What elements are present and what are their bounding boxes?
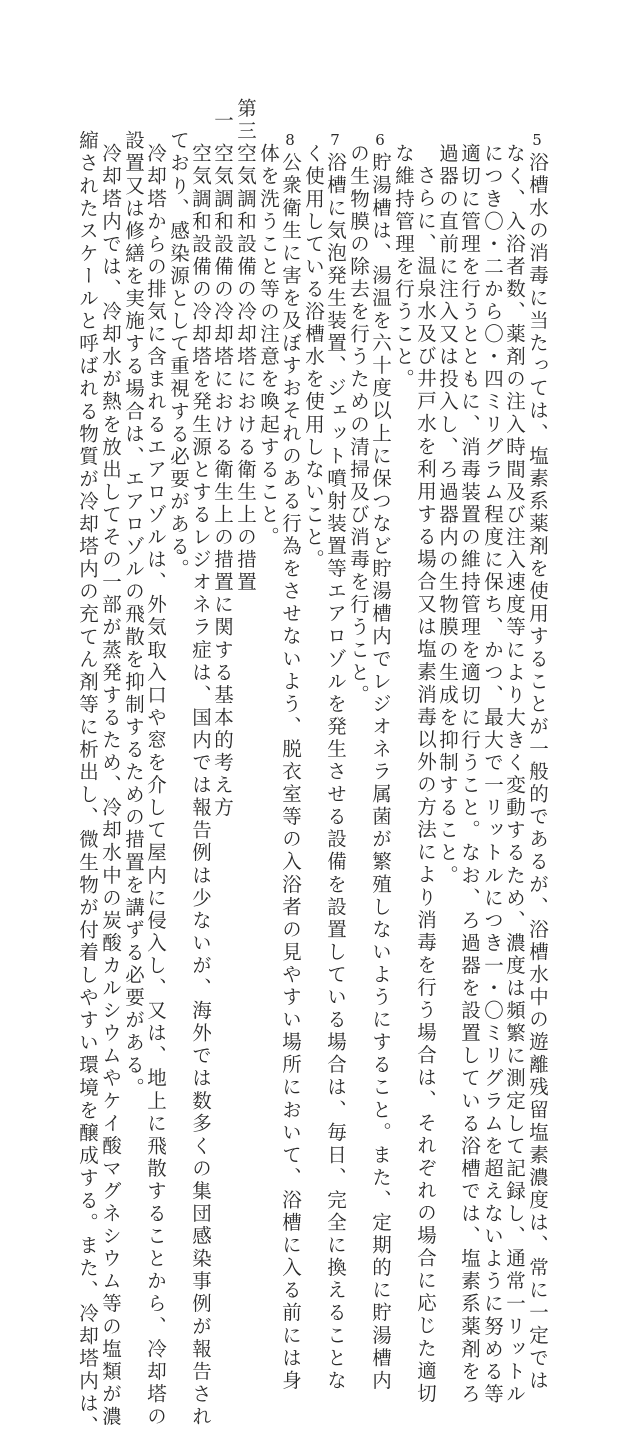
subsection-title: 空気調和設備の冷却塔における衛生上の措置に関する基本的考え方 <box>211 143 234 820</box>
paragraph-line: 過器の直前に注入又は投入し、ろ過器内の生物膜の生成を抑制すること。 <box>436 143 459 888</box>
paragraph-line: なく、入浴者数、薬剤の注入時間及び注入速度等により大きく変動するため、濃度は頻繁に測定して記録し、通常一リットル <box>503 143 526 1406</box>
paragraph-line: く使用している浴槽水を使用しないこと。 <box>302 143 325 572</box>
paragraph-line: 冷却塔からの排気に含まれるエアロゾルは、外気取入口や窓を介して屋内に侵入し、又は、地上に飛散することから、冷却塔の <box>144 143 167 1429</box>
paragraph-line: 浴槽に気泡発生装置、ジェット噴射装置等エアロゾルを発生させる設備を設置している場合は、毎日、完全に換えることな <box>324 152 347 1393</box>
paragraph-line: 冷却塔内では、冷却水が熱を放出してその一部が蒸発するため、冷却水中の炭酸カルシウムやケイ酸マグネシウム等の塩類が濃 <box>99 143 122 1429</box>
item-number: 8 <box>281 131 299 149</box>
paragraph-line: 体を洗うこと等の注意を喚起すること。 <box>257 143 280 549</box>
paragraph-line: 浴槽水の消毒に当たっては、塩素系薬剤を使用することが一般的であるが、浴槽水中の遊離残留塩素濃度は、常に一定では <box>526 152 549 1393</box>
item-number: 5 <box>528 131 546 149</box>
paragraph-line: ており、感染源として重視する必要がある。 <box>167 130 190 581</box>
section-title: 空気調和設備の冷却塔における衛生上の措置 <box>234 143 257 594</box>
paragraph-line: 空気調和設備の冷却塔を発生源とするレジオネラ症は、国内では報告例は少ないが、海外では数多くの集団感染事例が報告され <box>189 143 212 1429</box>
item-number: 6 <box>371 131 389 149</box>
paragraph-line: さらに、温泉水及び井戸水を利用する場合又は塩素消毒以外の方法により消毒を行う場合は、それぞれの場合に応じた適切 <box>414 165 437 1406</box>
paragraph-line: な維持管理を行うこと。 <box>392 143 415 392</box>
section-label: 第三 <box>234 98 257 144</box>
paragraph-line: 貯湯槽は、湯温を六十度以上に保つなど貯湯槽内でレジオネラ属菌が繁殖しないようにすること。また、定期的に貯湯槽内 <box>369 152 392 1393</box>
paragraph-line: の生物膜の除去を行うための清掃及び消毒を行うこと。 <box>347 143 370 707</box>
subsection-number: 一 <box>211 110 234 133</box>
paragraph-line: につき〇・二から〇・四ミリグラム程度に保ち、かつ、最大で一リットルにつき一・〇ミリグラムを超えないように努める等 <box>481 143 504 1406</box>
paragraph-line: 縮されたスケールと呼ばれる物質が冷却塔内の充てん剤等に析出し、微生物が付着しやすい環境を醸成する。また、冷却塔内は、 <box>76 130 99 1438</box>
paragraph-line: 適切に管理を行うとともに、消毒装置の維持管理を適切に行うこと。なお、ろ過器を設置している浴槽では、塩素系薬剤をろ <box>458 143 481 1406</box>
paragraph-line: 設置又は修繕を実施する場合は、エアロゾルの飛散を抑制するための措置を講ずる必要がある。 <box>122 130 145 1100</box>
paragraph-line: 公衆衛生に害を及ぼすおそれのある行為をさせないよう、脱衣室等の入浴者の見やすい場所において、浴槽に入る前には身 <box>279 152 302 1393</box>
item-number: 7 <box>326 131 344 149</box>
